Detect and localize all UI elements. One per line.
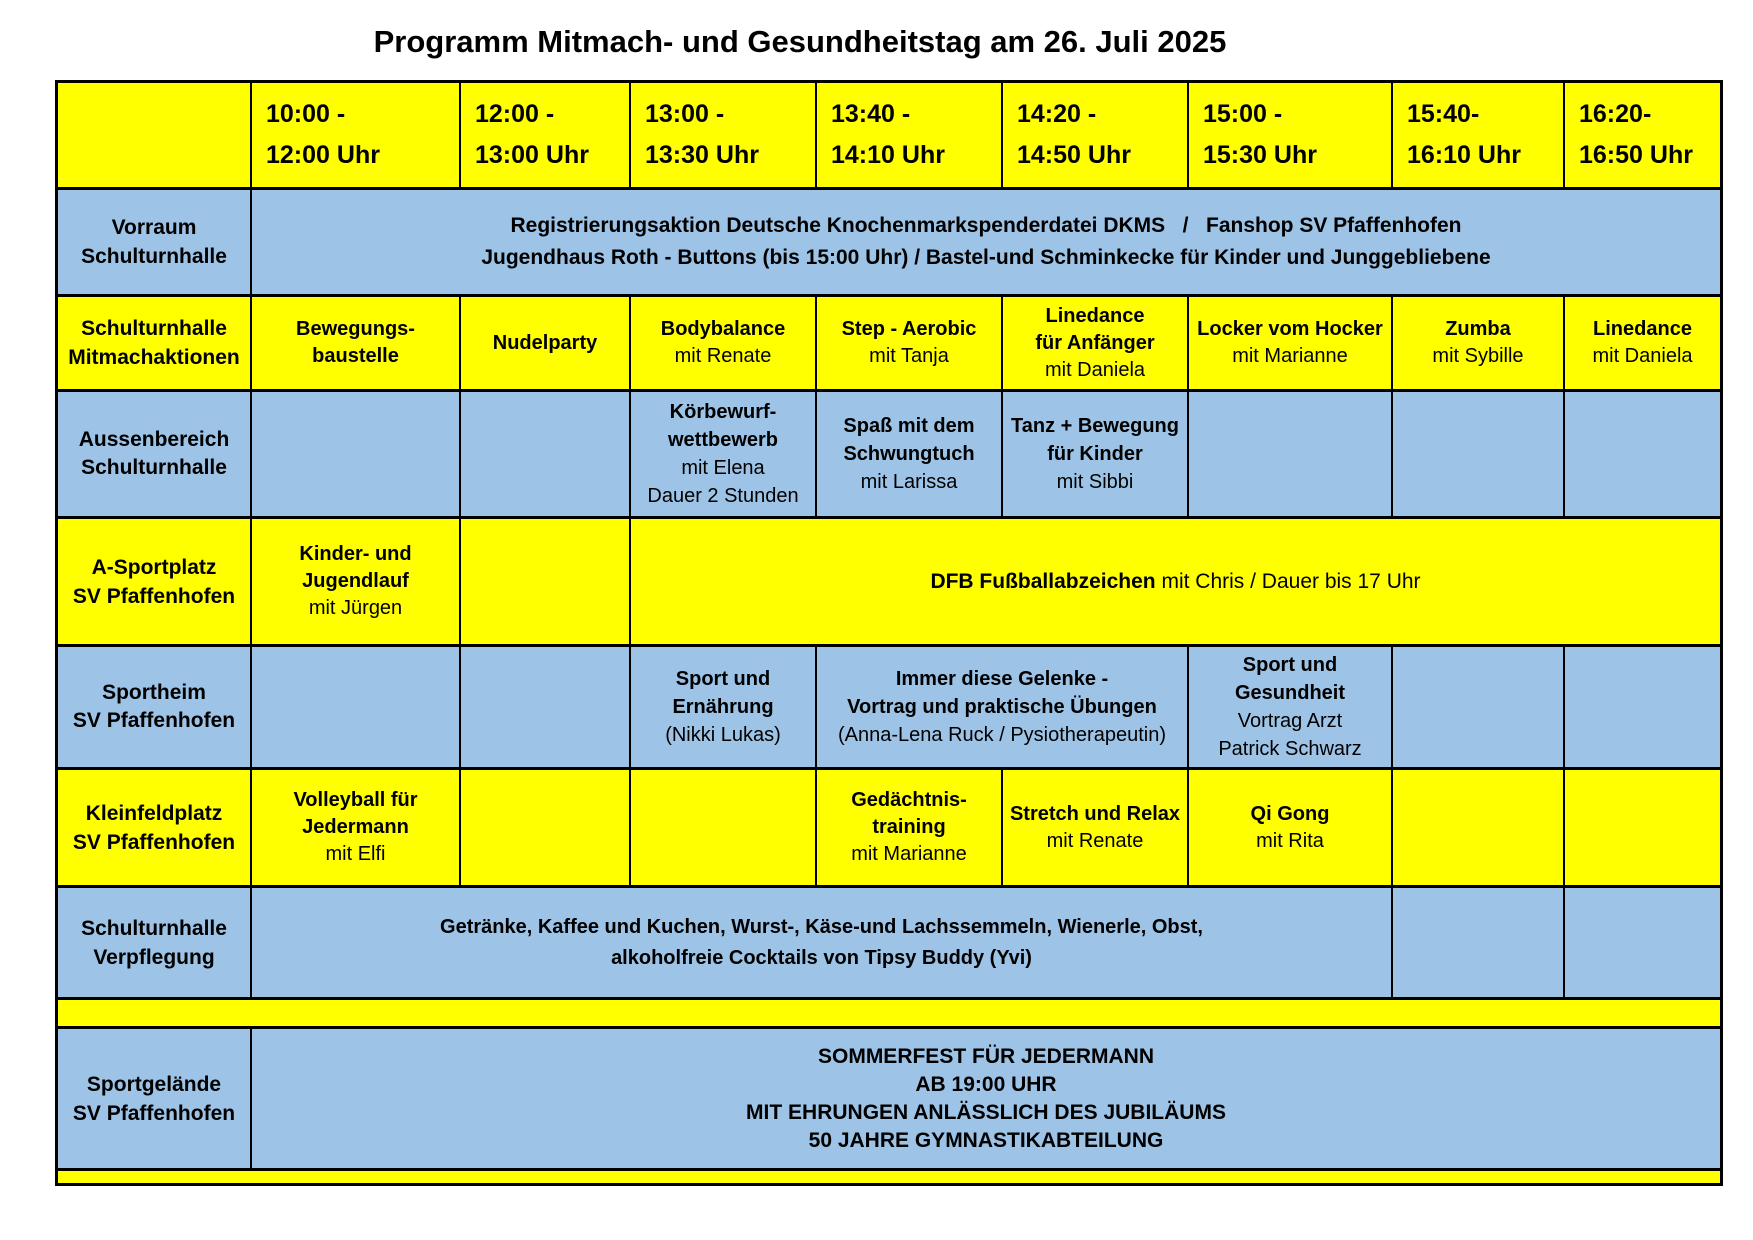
text-line [1445, 316, 1511, 343]
cell-header-4 [1003, 83, 1187, 187]
text-segment: mit Jürgen [308, 597, 403, 619]
text-segment: 16:10 Uhr [1407, 141, 1521, 169]
text-segment: alkoholfreie Cocktails von Tipsy Buddy (Yvi) [611, 946, 1032, 969]
text-segment: mit Renate [674, 345, 772, 367]
text-line [1017, 94, 1096, 135]
text-line: Schulturnhalle [81, 245, 227, 268]
text-segment: Getränke, Kaffee und Kuchen, Wurst-, Käse-und Lachssemmeln, Wienerle, Obst, [440, 915, 1203, 938]
text-segment: 14:10 Uhr [831, 141, 945, 169]
text-segment: Step - Aerobic [841, 318, 977, 340]
text-line [312, 343, 399, 370]
text-line: Kleinfeldplatz [85, 801, 223, 825]
text-line [681, 454, 764, 482]
cell-mitmach-3 [817, 297, 1001, 389]
text-segment: Gedächtnis- [851, 789, 967, 811]
cell-aussen-5 [1189, 392, 1391, 516]
text-segment: baustelle [312, 345, 399, 367]
text-line [475, 94, 554, 135]
text-segment: Nudelparty [492, 331, 598, 354]
text-line: Aussenbereich [78, 428, 230, 451]
cell-header-5 [1189, 83, 1391, 187]
cell-mitmach-0 [252, 297, 459, 389]
text-line [475, 135, 589, 176]
text-line [309, 595, 402, 622]
cell-header-6 [1393, 83, 1563, 187]
cell-sportheim-5 [1393, 647, 1563, 767]
text-line [1579, 135, 1693, 176]
text-line [1407, 135, 1521, 176]
text-line [930, 568, 1420, 595]
text-line [645, 94, 724, 135]
text-segment: Vortrag Arzt [1237, 710, 1343, 732]
text-segment: 12:00 Uhr [266, 141, 380, 169]
text-line [293, 787, 417, 814]
cell-aussen-0 [252, 392, 459, 516]
text-line [676, 665, 770, 693]
text-line [1593, 316, 1692, 343]
text-segment: mit Sibbi [1056, 471, 1134, 493]
text-segment: 13:30 Uhr [645, 141, 759, 169]
cell-sommerfest-0 [252, 1029, 1720, 1168]
cell-verpflegung-2 [1565, 888, 1720, 997]
cell-asport-0 [252, 519, 459, 644]
text-line [299, 541, 411, 568]
text-segment: MIT EHRUNGEN ANLÄSSLICH DES JUBILÄUMS [746, 1100, 1226, 1124]
cell-kleinfeld-4 [1003, 770, 1187, 885]
text-line [665, 721, 781, 749]
cell-aussen-1 [461, 392, 629, 516]
text-line [838, 721, 1166, 749]
text-line [1011, 412, 1179, 440]
text-segment: Linedance [1593, 318, 1692, 340]
text-line [1047, 828, 1144, 855]
text-line [851, 787, 967, 814]
text-line [296, 316, 415, 343]
text-line [1010, 801, 1180, 828]
row-label-verpflegung [58, 888, 250, 997]
text-line [1035, 330, 1154, 357]
text-line [1407, 94, 1479, 135]
text-segment: 13:40 - [831, 100, 911, 128]
cell-kleinfeld-0 [252, 770, 459, 885]
row-label-kleinfeld [58, 770, 250, 885]
text-segment: Qi Gong [1250, 802, 1330, 825]
text-line: A-Sportplatz [91, 555, 217, 579]
text-segment: mit Larissa [860, 471, 958, 493]
text-segment: Körbewurf- [669, 401, 777, 423]
text-segment: Spaß mit dem [843, 415, 975, 437]
text-segment: mit Sybille [1432, 345, 1524, 367]
text-line [326, 841, 386, 868]
text-line [831, 135, 945, 176]
cell-mitmach-6 [1393, 297, 1563, 389]
text-segment: SOMMERFEST FÜR JEDERMANN [817, 1044, 1154, 1068]
text-line [1057, 468, 1134, 496]
cell-mitmach-1 [461, 297, 629, 389]
row-label-asport [58, 519, 250, 644]
text-segment: (Nikki Lukas) [665, 724, 781, 746]
text-line: SV Pfaffenhofen [72, 830, 236, 854]
cell-sportheim-4 [1189, 647, 1391, 767]
text-segment: mit Daniela [1592, 345, 1693, 367]
text-segment: AB 19:00 UHR [915, 1072, 1057, 1096]
cell-kleinfeld-2 [631, 770, 815, 885]
text-line: SV Pfaffenhofen [72, 1101, 236, 1125]
cell-header-3 [817, 83, 1001, 187]
text-line [1017, 135, 1131, 176]
text-segment: für Kinder [1047, 443, 1143, 465]
text-line [818, 1043, 1154, 1071]
text-line [670, 398, 777, 426]
text-segment: mit Elfi [325, 843, 386, 865]
text-line [831, 94, 910, 135]
text-line [872, 814, 945, 841]
cell-asport-2 [631, 519, 1720, 644]
text-line [809, 1127, 1164, 1155]
text-segment: Volleyball für [293, 789, 418, 811]
text-segment: für Anfänger [1035, 331, 1155, 354]
text-segment: wettbewerb [667, 429, 779, 451]
text-line [851, 841, 967, 868]
text-segment: mit Renate [1046, 829, 1144, 852]
cell-mitmach-5 [1189, 297, 1391, 389]
text-line [1432, 343, 1523, 370]
text-segment: 50 JAHRE GYMNASTIKABTEILUNG [808, 1128, 1164, 1152]
text-line [1218, 735, 1361, 763]
text-segment: Patrick Schwarz [1218, 738, 1362, 760]
row-label-aussen [58, 392, 250, 516]
text-segment: 10:00 - [266, 100, 346, 128]
text-segment: Linedance [1045, 304, 1145, 327]
text-segment: Bodybalance [660, 318, 786, 340]
text-segment: mit Tanja [869, 345, 949, 367]
text-line [1046, 303, 1145, 330]
cell-sportheim-3 [817, 647, 1187, 767]
text-segment: (Anna-Lena Ruck / Pysiotherapeutin) [838, 724, 1166, 746]
text-segment: 15:40- [1407, 100, 1480, 128]
cell-verpflegung-0 [252, 888, 1391, 997]
text-segment: 16:50 Uhr [1579, 141, 1693, 169]
text-line [645, 135, 759, 176]
text-segment: Bewegungs- [296, 318, 415, 340]
text-segment: DFB Fußballabzeichen [930, 570, 1156, 593]
text-line [842, 316, 977, 343]
cell-aussen-2 [631, 392, 815, 516]
text-segment: mit Daniela [1044, 358, 1146, 381]
text-line [1232, 343, 1348, 370]
text-line: SV Pfaffenhofen [72, 709, 236, 732]
text-segment: Registrierungsaktion Deutsche Knochenmarkspenderdatei DKMS / Fanshop SV Pfaffenhofen [510, 214, 1462, 237]
text-line [847, 693, 1157, 721]
text-segment: 12:00 - [475, 100, 555, 128]
text-segment: Locker vom Hocker [1197, 318, 1383, 340]
cell-aussen-6 [1393, 392, 1563, 516]
schedule-table [55, 80, 1723, 1186]
text-line [661, 316, 785, 343]
cell-vorraum-0 [252, 190, 1720, 294]
cell-asport-1 [461, 519, 629, 644]
cell-aussen-4 [1003, 392, 1187, 516]
text-line: Schulturnhalle [81, 916, 227, 940]
text-segment: 16:20- [1579, 100, 1652, 128]
text-segment: 13:00 - [645, 100, 725, 128]
text-segment: Immer diese Gelenke - [895, 668, 1109, 690]
text-line [511, 210, 1462, 242]
text-line [1251, 801, 1330, 828]
text-line: Schulturnhalle [81, 317, 227, 340]
text-segment: Jugendlauf [302, 570, 409, 592]
text-segment: mit Chris / Dauer bis 17 Uhr [1155, 570, 1421, 593]
text-segment: Jedermann [302, 816, 409, 838]
text-segment: Vortrag und praktische Übungen [847, 696, 1157, 718]
text-line [1579, 94, 1651, 135]
text-line [869, 343, 949, 370]
text-segment: Kinder- und [299, 543, 412, 565]
text-line [1238, 707, 1343, 735]
cell-sportheim-2 [631, 647, 815, 767]
cell-mitmach-4 [1003, 297, 1187, 389]
text-line [675, 343, 772, 370]
text-segment: Stretch und Relax [1009, 802, 1181, 825]
text-line [1203, 135, 1317, 176]
cell-header-7 [1565, 83, 1720, 187]
text-line [1203, 94, 1282, 135]
text-segment: Schwungtuch [843, 443, 975, 465]
cell-verpflegung-1 [1393, 888, 1563, 997]
text-line [1197, 316, 1383, 343]
text-line [843, 440, 974, 468]
cell-sportheim-1 [461, 647, 629, 767]
cell-header-1 [461, 83, 629, 187]
text-line: Sportheim [102, 681, 206, 704]
cell-kleinfeld-1 [461, 770, 629, 885]
cell-aussen-7 [1565, 392, 1720, 516]
cell-mitmach-2 [631, 297, 815, 389]
text-line [672, 693, 773, 721]
text-line [481, 242, 1490, 274]
text-line [611, 943, 1032, 974]
text-line [746, 1099, 1226, 1127]
cell-kleinfeld-5 [1189, 770, 1391, 885]
text-segment: Tanz + Bewegung [1011, 415, 1179, 437]
text-line [861, 468, 958, 496]
text-line: Mitmachaktionen [68, 346, 240, 369]
text-segment: mit Marianne [851, 843, 967, 865]
text-line [1045, 357, 1145, 384]
text-line: Sportgelände [86, 1072, 222, 1096]
text-line [647, 482, 798, 510]
text-line [896, 665, 1108, 693]
cell-aussen-3 [817, 392, 1001, 516]
row-strip [58, 1171, 1720, 1183]
cell-kleinfeld-6 [1393, 770, 1563, 885]
cell-kleinfeld-7 [1565, 770, 1720, 885]
text-line [668, 426, 778, 454]
text-segment: Jugendhaus Roth - Buttons (bis 15:00 Uhr) / Bastel-und Schminkecke für Kinder und Junggebliebene [481, 246, 1491, 269]
text-segment: 15:30 Uhr [1203, 141, 1317, 169]
cell-kleinfeld-3 [817, 770, 1001, 885]
text-line [1592, 343, 1692, 370]
row-label-vorraum [58, 190, 250, 294]
text-line: SV Pfaffenhofen [72, 584, 236, 608]
text-segment: Sport und [1242, 654, 1338, 676]
row-separator [58, 1000, 1720, 1026]
text-segment: Zumba [1445, 318, 1511, 340]
text-line: Verpflegung [93, 945, 215, 969]
text-segment: mit Marianne [1232, 345, 1348, 367]
page-title: Programm Mitmach- und Gesundheitstag am 26. Juli 2025 [373, 24, 1227, 59]
text-line: Schulturnhalle [81, 456, 227, 479]
text-segment: Ernährung [672, 696, 774, 718]
row-label-sommerfest [58, 1029, 250, 1168]
text-segment: 14:50 Uhr [1017, 141, 1131, 169]
text-segment: Dauer 2 Stunden [647, 485, 799, 507]
row-label-header [58, 83, 250, 187]
text-segment: 13:00 Uhr [475, 141, 589, 169]
row-label-sportheim [58, 647, 250, 767]
cell-header-2 [631, 83, 815, 187]
cell-sportheim-6 [1565, 647, 1720, 767]
text-line [1256, 828, 1324, 855]
text-line [843, 412, 974, 440]
text-line [440, 912, 1203, 943]
text-line [302, 568, 409, 595]
text-line [915, 1071, 1056, 1099]
text-segment: 14:20 - [1017, 100, 1097, 128]
text-line [266, 94, 345, 135]
text-segment: 15:00 - [1203, 100, 1283, 128]
cell-sportheim-0 [252, 647, 459, 767]
cell-mitmach-7 [1565, 297, 1720, 389]
text-line: Vorraum [111, 216, 197, 239]
text-line [1047, 440, 1143, 468]
text-segment: mit Elena [681, 457, 765, 479]
text-line [1243, 651, 1337, 679]
text-segment: training [872, 816, 946, 838]
text-segment: Sport und [675, 668, 771, 690]
cell-header-0 [252, 83, 459, 187]
text-segment: mit Rita [1256, 829, 1324, 852]
row-label-mitmach [58, 297, 250, 389]
text-line [1235, 679, 1345, 707]
text-line [266, 135, 380, 176]
text-line [493, 330, 597, 357]
text-segment: Gesundheit [1234, 682, 1345, 704]
text-line [302, 814, 409, 841]
